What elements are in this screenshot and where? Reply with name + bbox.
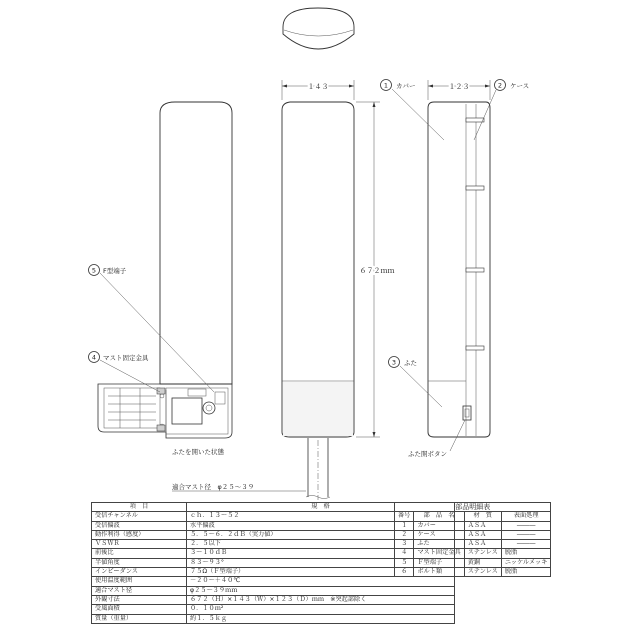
table-row [395,540,551,549]
parts-title: 部品明細表 [395,503,551,512]
side-view [428,102,490,437]
dimension-side-width [428,80,490,100]
part-no: １ [395,521,414,530]
part-finish: 脱脂 [501,549,551,558]
callout-2-number: 2 [497,81,503,90]
spec-value: ｃｈ．１３～５２ [187,512,455,521]
part-name: カバー [414,521,464,530]
parts-table [394,502,551,577]
spec-value: ６７２（Ｈ）×１４３（Ｗ）×１２３（Ｄ）ｍｍ ※突起部除く [187,595,455,604]
spec-item: 適合マスト径 [92,586,187,595]
spec-value: ３～１０ｄＢ [187,549,455,558]
callout-5-number: 5 [91,266,97,275]
spec-item: 前後比 [92,549,187,558]
callout-1-label: カバー [396,82,416,90]
parts-header-row [395,512,551,521]
callout-4 [89,352,161,393]
parts-header-name: 部 品 名 [414,512,464,521]
spec-value: 約１．５ｋｇ [187,614,455,623]
callout-5-label: F型端子 [103,267,127,275]
spec-header-item: 項 目 [92,503,187,512]
table-row [395,530,551,539]
callout-4-label: マスト固定金具 [103,354,149,362]
spec-item: 受信チャンネル [92,512,187,521]
table-row [92,586,455,595]
part-name: マスト固定金具 [414,549,464,558]
part-name: Ｆ型端子 [414,558,464,567]
part-material: ステンレス [464,549,501,558]
part-name: ケース [414,530,464,539]
callout-1-number: 1 [383,81,389,90]
part-no: ６ [395,568,414,577]
spec-item: 使用温度範囲 [92,577,187,586]
part-no: ５ [395,558,414,567]
table-row [92,577,455,586]
spec-item: 受風面積 [92,605,187,614]
spec-value: ７５Ω（Ｆ型端子） [187,568,455,577]
part-material: ＡＳＡ [464,521,501,530]
part-finish: ニッケルメッキ [501,558,551,567]
table-row [395,549,551,558]
spec-value: －２０～＋４０℃ [187,577,455,586]
table-row [395,558,551,567]
spec-value: ０．１０ｍ² [187,605,455,614]
part-no: ４ [395,549,414,558]
part-material: ＡＳＡ [464,530,501,539]
parts-header-material: 材 質 [464,512,501,521]
parts-header-no: 番号 [395,512,414,521]
dimension-front-width [282,80,354,100]
table-row [92,605,455,614]
part-no: ３ [395,540,414,549]
table-row [395,568,551,577]
part-no: ２ [395,530,414,539]
part-name: ボルト類 [414,568,464,577]
spec-item: 外観寸法 [92,595,187,604]
table-row [92,595,455,604]
callout-3-number: 3 [391,358,397,367]
spec-item: ＶＳＷＲ [92,540,187,549]
spec-item: 動作利得（感度） [92,530,187,539]
spec-value: φ２５～３９ｍｍ [187,586,455,595]
dimension-height [356,102,395,437]
part-material: ＡＳＡ [464,540,501,549]
callout-2-label: ケース [510,82,530,90]
open-state-caption: ふたを開いた状態 [172,448,224,456]
dimension-front-width-label: １４３ [307,83,329,91]
open-button-caption: ふた開ボタン [408,450,447,458]
spec-header-spec: 規 格 [187,503,455,512]
spec-item: 受信偏波 [92,521,187,530]
part-finish: ――― [501,521,551,530]
parts-title-row [395,503,551,512]
spec-value: ５．５～６．２ｄＢ（実力値） [187,530,455,539]
dimension-side-width-label: １２３ [448,83,470,91]
spec-item: 質量（重量） [92,614,187,623]
spec-value: 水平偏波 [187,521,455,530]
parts-header-finish: 表面処理 [501,512,551,521]
part-finish: ――― [501,540,551,549]
spec-value: ２．５以下 [187,540,455,549]
part-material: 黄銅 [464,558,501,567]
part-finish: ――― [501,530,551,539]
table-row [92,614,455,623]
callout-4-number: 4 [91,353,97,362]
callout-3-label: ふた [404,359,417,367]
spec-item: インピーダンス [92,568,187,577]
mast-caption: 適合マスト径 φ２５～３９ [172,483,255,491]
part-finish: 脱脂 [501,568,551,577]
spec-value: ８３～９３° [187,558,455,567]
part-name: ふた [414,540,464,549]
table-row [395,521,551,530]
top-view [283,8,354,49]
spec-item: 半値角度 [92,558,187,567]
dimension-height-label: ６７２ｍｍ [359,267,395,275]
part-material: ステンレス [464,568,501,577]
front-view [282,102,354,500]
